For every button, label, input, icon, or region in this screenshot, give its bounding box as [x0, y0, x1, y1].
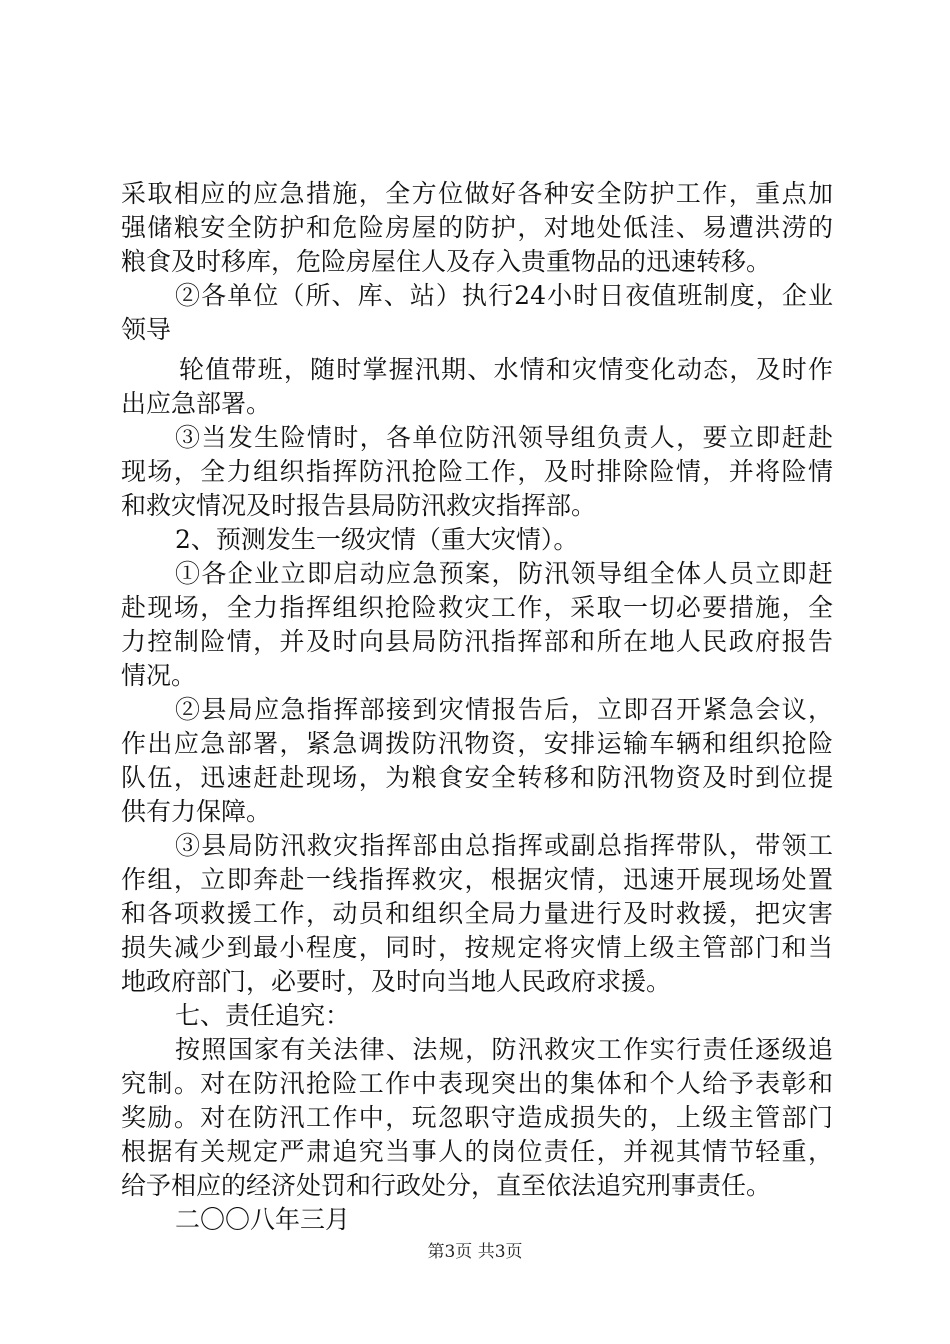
body-line: 供有力保障。 — [121, 797, 272, 826]
body-line: ①各企业立即启动应急预案，防汛领导组全体人员立即赶 — [175, 559, 833, 588]
body-line: 根据有关规定严肃追究当事人的岗位责任，并视其情节轻重， — [121, 1137, 833, 1166]
body-line: ②各单位（所、库、站）执行24小时日夜值班制度，企业 — [175, 281, 833, 310]
body-line: 现场，全力组织指挥防汛抢险工作，及时排除险情，并将险情 — [121, 457, 833, 486]
page-footer: 第3页 共3页 — [427, 1242, 523, 1262]
body-line: 究制。对在防汛抢险工作中表现突出的集体和个人给予表彰和 — [121, 1069, 833, 1098]
body-line: 轮值带班，随时掌握汛期、水情和灾情变化动态，及时作 — [179, 355, 833, 384]
body-line: 和救灾情况及时报告县局防汛救灾指挥部。 — [121, 491, 597, 520]
body-line: 粮食及时移库，危险房屋住人及存入贵重物品的迅速转移。 — [121, 247, 772, 276]
body-line: 损失减少到最小程度，同时，按规定将灾情上级主管部门和当 — [121, 933, 833, 962]
body-line: ②县局应急指挥部接到灾情报告后，立即召开紧急会议， — [175, 695, 833, 724]
body-line: 队伍，迅速赶赴现场，为粮食安全转移和防汛物资及时到位提 — [121, 763, 833, 792]
body-line: ③当发生险情时，各单位防汛领导组负责人，要立即赶赴 — [175, 423, 833, 452]
section-heading: 七、责任追究： — [175, 1001, 351, 1030]
body-line: 按照国家有关法律、法规，防汛救灾工作实行责任逐级追 — [175, 1035, 833, 1064]
body-line: 和各项救援工作，动员和组织全局力量进行及时救援，把灾害 — [121, 899, 833, 928]
body-line: 地政府部门，必要时，及时向当地人民政府求援。 — [121, 967, 672, 996]
document-date: 二〇〇八年三月 — [175, 1205, 351, 1234]
body-line: 强储粮安全防护和危险房屋的防护，对地处低洼、易遭洪涝的 — [121, 213, 833, 242]
section-heading: 2、预测发生一级灾情（重大灾情）。 — [175, 525, 579, 554]
body-line: 采取相应的应急措施，全方位做好各种安全防护工作，重点加 — [121, 179, 833, 208]
body-line: 给予相应的经济处罚和行政处分，直至依法追究刑事责任。 — [121, 1171, 772, 1200]
body-line: 出应急部署。 — [121, 389, 272, 418]
body-line: 作出应急部署，紧急调拨防汛物资，安排运输车辆和组织抢险 — [121, 729, 833, 758]
body-line: 作组，立即奔赴一线指挥救灾，根据灾情，迅速开展现场处置 — [121, 865, 833, 894]
body-line: 赴现场，全力指挥组织抢险救灾工作，采取一切必要措施，全 — [121, 593, 833, 622]
body-line: 奖励。对在防汛工作中，玩忽职守造成损失的，上级主管部门 — [121, 1103, 833, 1132]
body-line: ③县局防汛救灾指挥部由总指挥或副总指挥带队，带领工 — [175, 831, 833, 860]
body-line: 力控制险情，并及时向县局防汛指挥部和所在地人民政府报告 — [121, 627, 833, 656]
body-line: 情况。 — [121, 661, 197, 690]
body-line: 领导 — [121, 315, 172, 344]
document-body — [121, 177, 833, 1237]
